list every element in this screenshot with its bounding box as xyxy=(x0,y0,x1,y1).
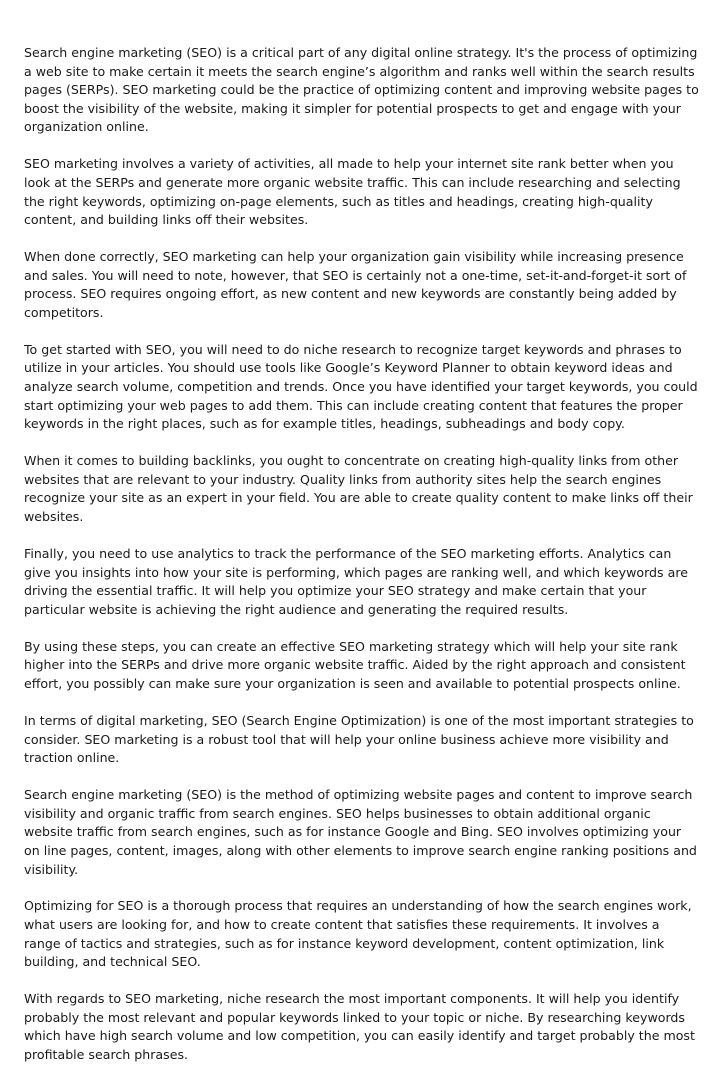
paragraph-2: SEO marketing involves a variety of activities, all made to help your internet site rank better when you look at the SERPs and generate more organic website traffic. This can include researching and selecting the right keywords, optimizing on-page elements, such as titles and headings, creating high-quality content, and building links off their websites. xyxy=(24,156,681,228)
paragraph-6: Finally, you need to use analytics to track the performance of the SEO marketing efforts. Analytics can give you insights into how your site is performing, which pages are ranking well, and which keywords are driving the essential traffic. It will help you optimize your SEO strategy and make certain that your particular website is achieving the right audience and generating the required results. xyxy=(24,546,688,617)
paragraph-9: Search engine marketing (SEO) is the method of optimizing website pages and content to improve search visibility and organic traffic from search engines. SEO helps businesses to obtain additional organic website traffic from search engines, such as for instance Google and Bing. SEO involves optimizing your on line pages, content, images, along with other elements to improve search engine ranking positions and visibility. xyxy=(24,787,697,877)
paragraph-1: Search engine marketing (SEO) is a critical part of any digital online strategy. It's the process of optimizing a web site to make certain it meets the search engine’s algorithm and ranks well within the search results pages (SERPs). SEO marketing could be the practice of optimizing content and improving website pages to boost the visibility of the website, making it simpler for potential prospects to get and engage with your organization online. xyxy=(24,45,699,135)
paragraph-4: To get started with SEO, you will need to do niche research to recognize target keywords and phrases to utilize in your articles. You should use tools like Google’s Keyword Planner to obtain keyword ideas and analyze search volume, competition and trends. Once you have identified your target keywords, you could start optimizing your web pages to add them. This can include creating content that features the proper keywords in the right places, such as for example titles, headings, subheadings and body copy. xyxy=(24,341,698,432)
paragraph-10: Optimizing for SEO is a thorough process that requires an understanding of how the search engines work, what users are looking for, and how to create content that satisfies these requirements. It involves a range of tactics and strategies, such as for instance keyword development, content optimization, link building, and technical SEO. xyxy=(24,898,692,970)
paragraph-8: In terms of digital marketing, SEO (Search Engine Optimization) is one of the most important strategies to consider. SEO marketing is a robust tool that will help your online business achieve more visibility and traction online. xyxy=(24,712,694,766)
paragraph-7: By using these steps, you can create an effective SEO marketing strategy which will help your site rank higher into the SERPs and drive more organic website traffic. Aided by the right approach and consistent effort, you possibly can make sure your organization is seen and available to potential prospects online. xyxy=(24,638,686,691)
paragraph-11: With regards to SEO marketing, niche research the most important components. It will help you identify probably the most relevant and popular keywords linked to your topic or niche. By researching keywords which have high search volume and low competition, you can easily identify and target probably the most profitable search phrases. xyxy=(24,991,695,1063)
paragraph-3: When done correctly, SEO marketing can help your organization gain visibility while increasing presence and sales. You will need to note, however, that SEO is certainly not a one-time, set-it-and-forget-it sort of process. SEO requires ongoing effort, as new content and new keywords are constantly being added by competitors. xyxy=(24,249,687,320)
paragraph-5: When it comes to building backlinks, you ought to concentrate on creating high-quality links from other websites that are relevant to your industry. Quality links from authority sites help the search engines recognize your site as an expert in your field. You are able to create quality content to make links off their websites. xyxy=(24,453,693,525)
